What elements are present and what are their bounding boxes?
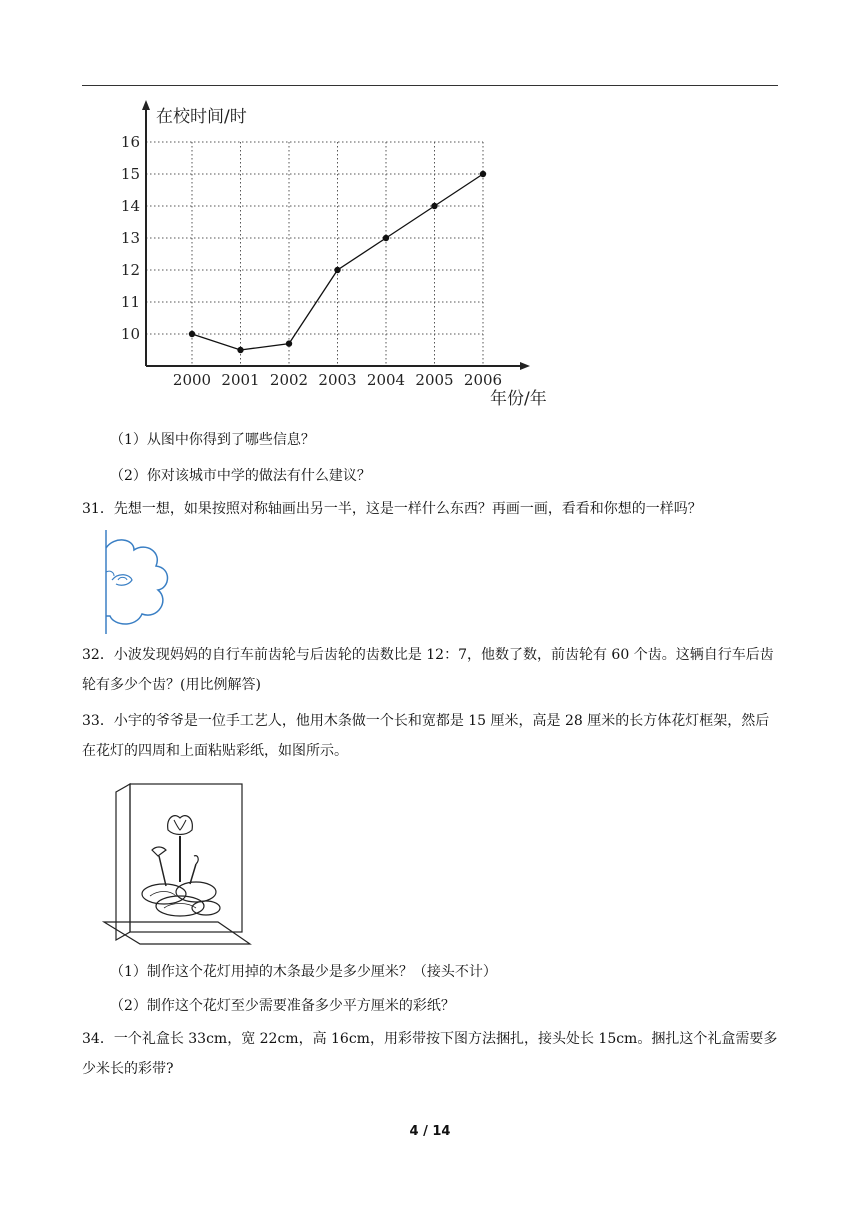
y-tick-label: 15 [120,165,140,183]
x-axis-arrow [520,362,530,370]
question-32: 32．小波发现妈妈的自行车前齿轮与后齿轮的齿数比是 12：7，他数了数，前齿轮有 60 个齿。这辆自行车后齿轮有多少个齿？(用比例解答) [82,647,774,693]
y-tick-label: 12 [120,261,140,279]
x-tick-label: 2002 [269,371,309,389]
x-axis-title: 年份/年 [490,389,547,409]
y-axis-arrow [142,100,150,110]
x-tick-label: 2003 [318,371,357,389]
y-tick-label: 14 [120,197,140,215]
lantern-figure [100,782,260,956]
line-chart [110,98,570,418]
x-tick-label: 2006 [463,371,503,389]
data-point [480,171,486,177]
question-31: 31．先想一想，如果按照对称轴画出另一半，这是一样什么东西？再画一画，看看和你想的一样吗？ [82,501,702,517]
y-tick-label: 11 [120,293,140,311]
question-34: 34．一个礼盒长 33cm，宽 22cm，高 16cm，用彩带按下图方法捆扎，接头处长 15cm。捆扎这个礼盒需要多少米长的彩带? [82,1031,778,1077]
question-33-part-1: （1）制作这个花灯用掉的木条最少是多少厘米？（接头不计） [110,964,497,980]
question-33-part-2: （2）制作这个花灯至少需要准备多少平方厘米的彩纸？ [110,998,455,1014]
x-tick-label: 2004 [366,371,406,389]
data-point [286,340,292,346]
question-33: 33．小宇的爷爷是一位手工艺人，他用木条做一个长和宽都是 15 厘米，高是 28 厘米的长方体花灯框架，然后在花灯的四周和上面粘贴彩纸，如图所示。 [82,713,770,759]
data-point [189,331,195,337]
x-tick-label: 2000 [172,371,212,389]
y-axis-title: 在校时间/时 [156,107,247,127]
question-30-part-2: （2）你对该城市中学的做法有什么建议？ [110,468,371,484]
page-number: 4 / 14 [409,1124,451,1139]
header-rule [82,85,778,86]
half-cloud-figure [100,528,180,642]
question-30-part-1: （1）从图中你得到了哪些信息？ [110,432,315,448]
data-point [334,267,340,273]
y-tick-label: 13 [120,229,140,247]
data-point [383,235,389,241]
x-tick-label: 2005 [415,371,454,389]
y-tick-label: 16 [120,133,140,151]
data-point [431,203,437,209]
data-point [237,347,243,353]
y-tick-label: 10 [120,325,140,343]
x-tick-label: 2001 [221,371,260,389]
